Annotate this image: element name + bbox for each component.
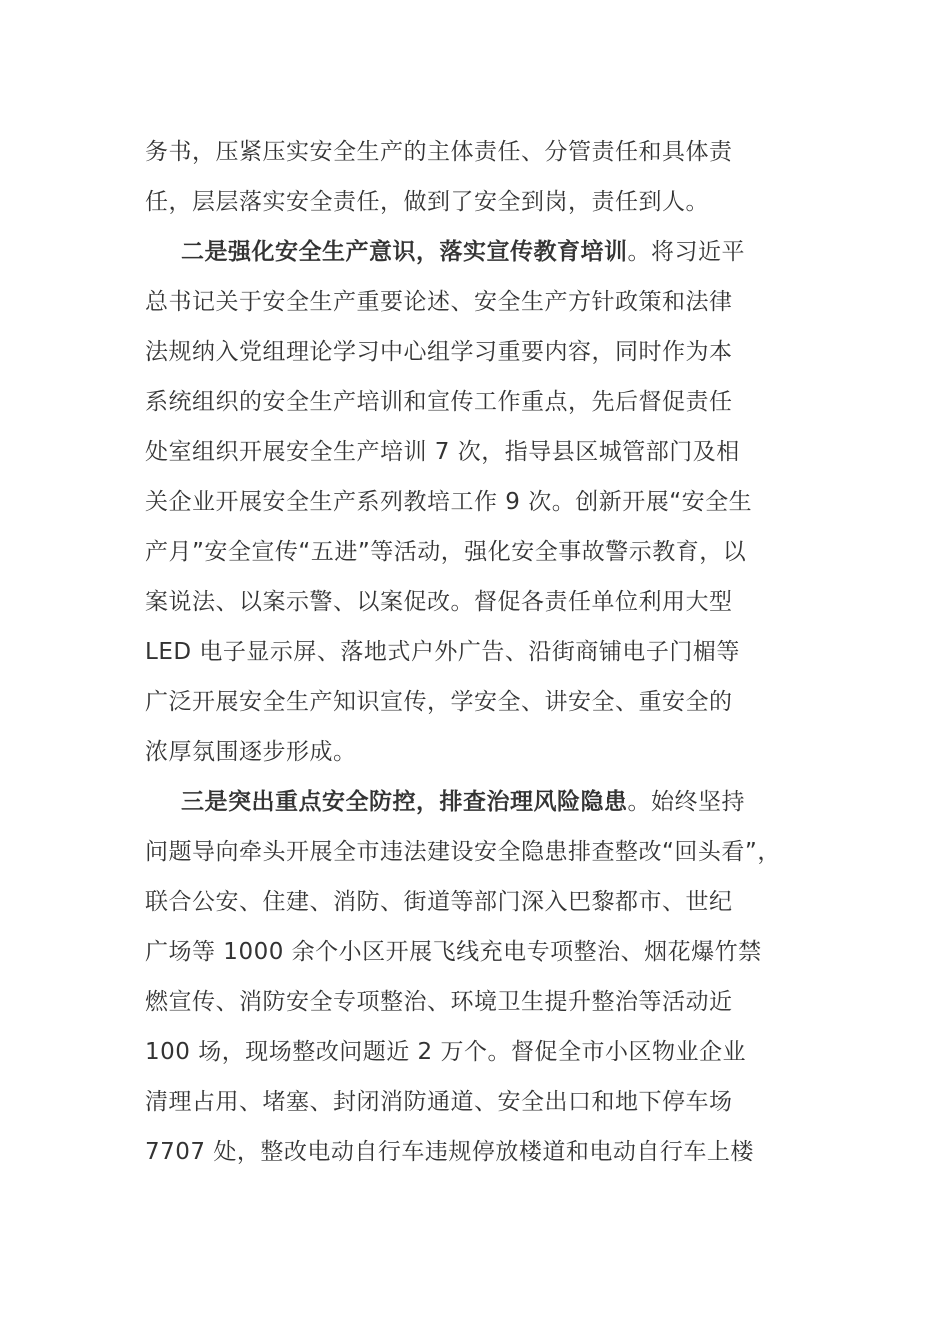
text-line	[145, 727, 810, 777]
line-text: 联合公安、住建、消防、街道等部门深入巴黎都市、世纪	[145, 889, 733, 915]
line-text: 务书，压紧压实安全生产的主体责任、分管责任和具体责	[145, 139, 733, 165]
text-line	[145, 327, 810, 377]
text-line	[145, 377, 810, 427]
line-text: 关企业开展安全生产系列教培工作 9 次。创新开展“安全生	[145, 489, 753, 515]
text-line	[145, 827, 810, 877]
paragraph-heading: 三是突出重点安全防控，排查治理风险隐患	[181, 789, 628, 815]
text-line	[145, 977, 810, 1027]
paragraph-start-line	[145, 777, 810, 827]
line-text: 法规纳入党组理论学习中心组学习重要内容，同时作为本	[145, 339, 733, 365]
line-text: 问题导向牵头开展全市违法建设安全隐患排查整改“回头看”，	[145, 839, 781, 865]
line-text: 100 场，现场整改问题近 2 万个。督促全市小区物业企业	[145, 1039, 746, 1065]
text-line	[145, 677, 810, 727]
body-text	[145, 127, 810, 1177]
line-text: 任，层层落实安全责任，做到了安全到岗，责任到人。	[145, 189, 709, 215]
text-line	[145, 127, 810, 177]
text-line	[145, 277, 810, 327]
text-line	[145, 1077, 810, 1127]
line-text: 案说法、以案示警、以案促改。督促各责任单位利用大型	[145, 589, 733, 615]
text-line	[145, 1027, 810, 1077]
line-text: LED 电子显示屏、落地式户外广告、沿街商铺电子门楣等	[145, 639, 740, 665]
line-text: 。始终坚持	[627, 789, 745, 815]
line-text: 清理占用、堵塞、封闭消防通道、安全出口和地下停车场	[145, 1089, 733, 1115]
text-line	[145, 427, 810, 477]
line-text: 处室组织开展安全生产培训 7 次，指导县区城管部门及相	[145, 439, 740, 465]
text-line	[145, 877, 810, 927]
text-line	[145, 627, 810, 677]
paragraph-start-line	[145, 227, 810, 277]
line-text: 总书记关于安全生产重要论述、安全生产方针政策和法律	[145, 289, 733, 315]
line-text: 。将习近平	[627, 239, 745, 265]
line-text: 燃宣传、消防安全专项整治、环境卫生提升整治等活动近	[145, 989, 733, 1015]
text-line	[145, 927, 810, 977]
line-text: 系统组织的安全生产培训和宣传工作重点，先后督促责任	[145, 389, 733, 415]
text-line	[145, 177, 810, 227]
line-text: 广场等 1000 余个小区开展飞线充电专项整治、烟花爆竹禁	[145, 939, 762, 965]
text-line	[145, 477, 810, 527]
line-text: 产月”安全宣传“五进”等活动，强化安全事故警示教育，以	[145, 539, 747, 565]
line-text: 浓厚氛围逐步形成。	[145, 739, 357, 765]
paragraph-heading: 二是强化安全生产意识，落实宣传教育培训	[181, 239, 628, 265]
text-line	[145, 527, 810, 577]
text-line	[145, 1127, 810, 1177]
text-line	[145, 577, 810, 627]
line-text: 7707 处，整改电动自行车违规停放楼道和电动自行车上楼	[145, 1139, 754, 1165]
line-text: 广泛开展安全生产知识宣传，学安全、讲安全、重安全的	[145, 689, 733, 715]
